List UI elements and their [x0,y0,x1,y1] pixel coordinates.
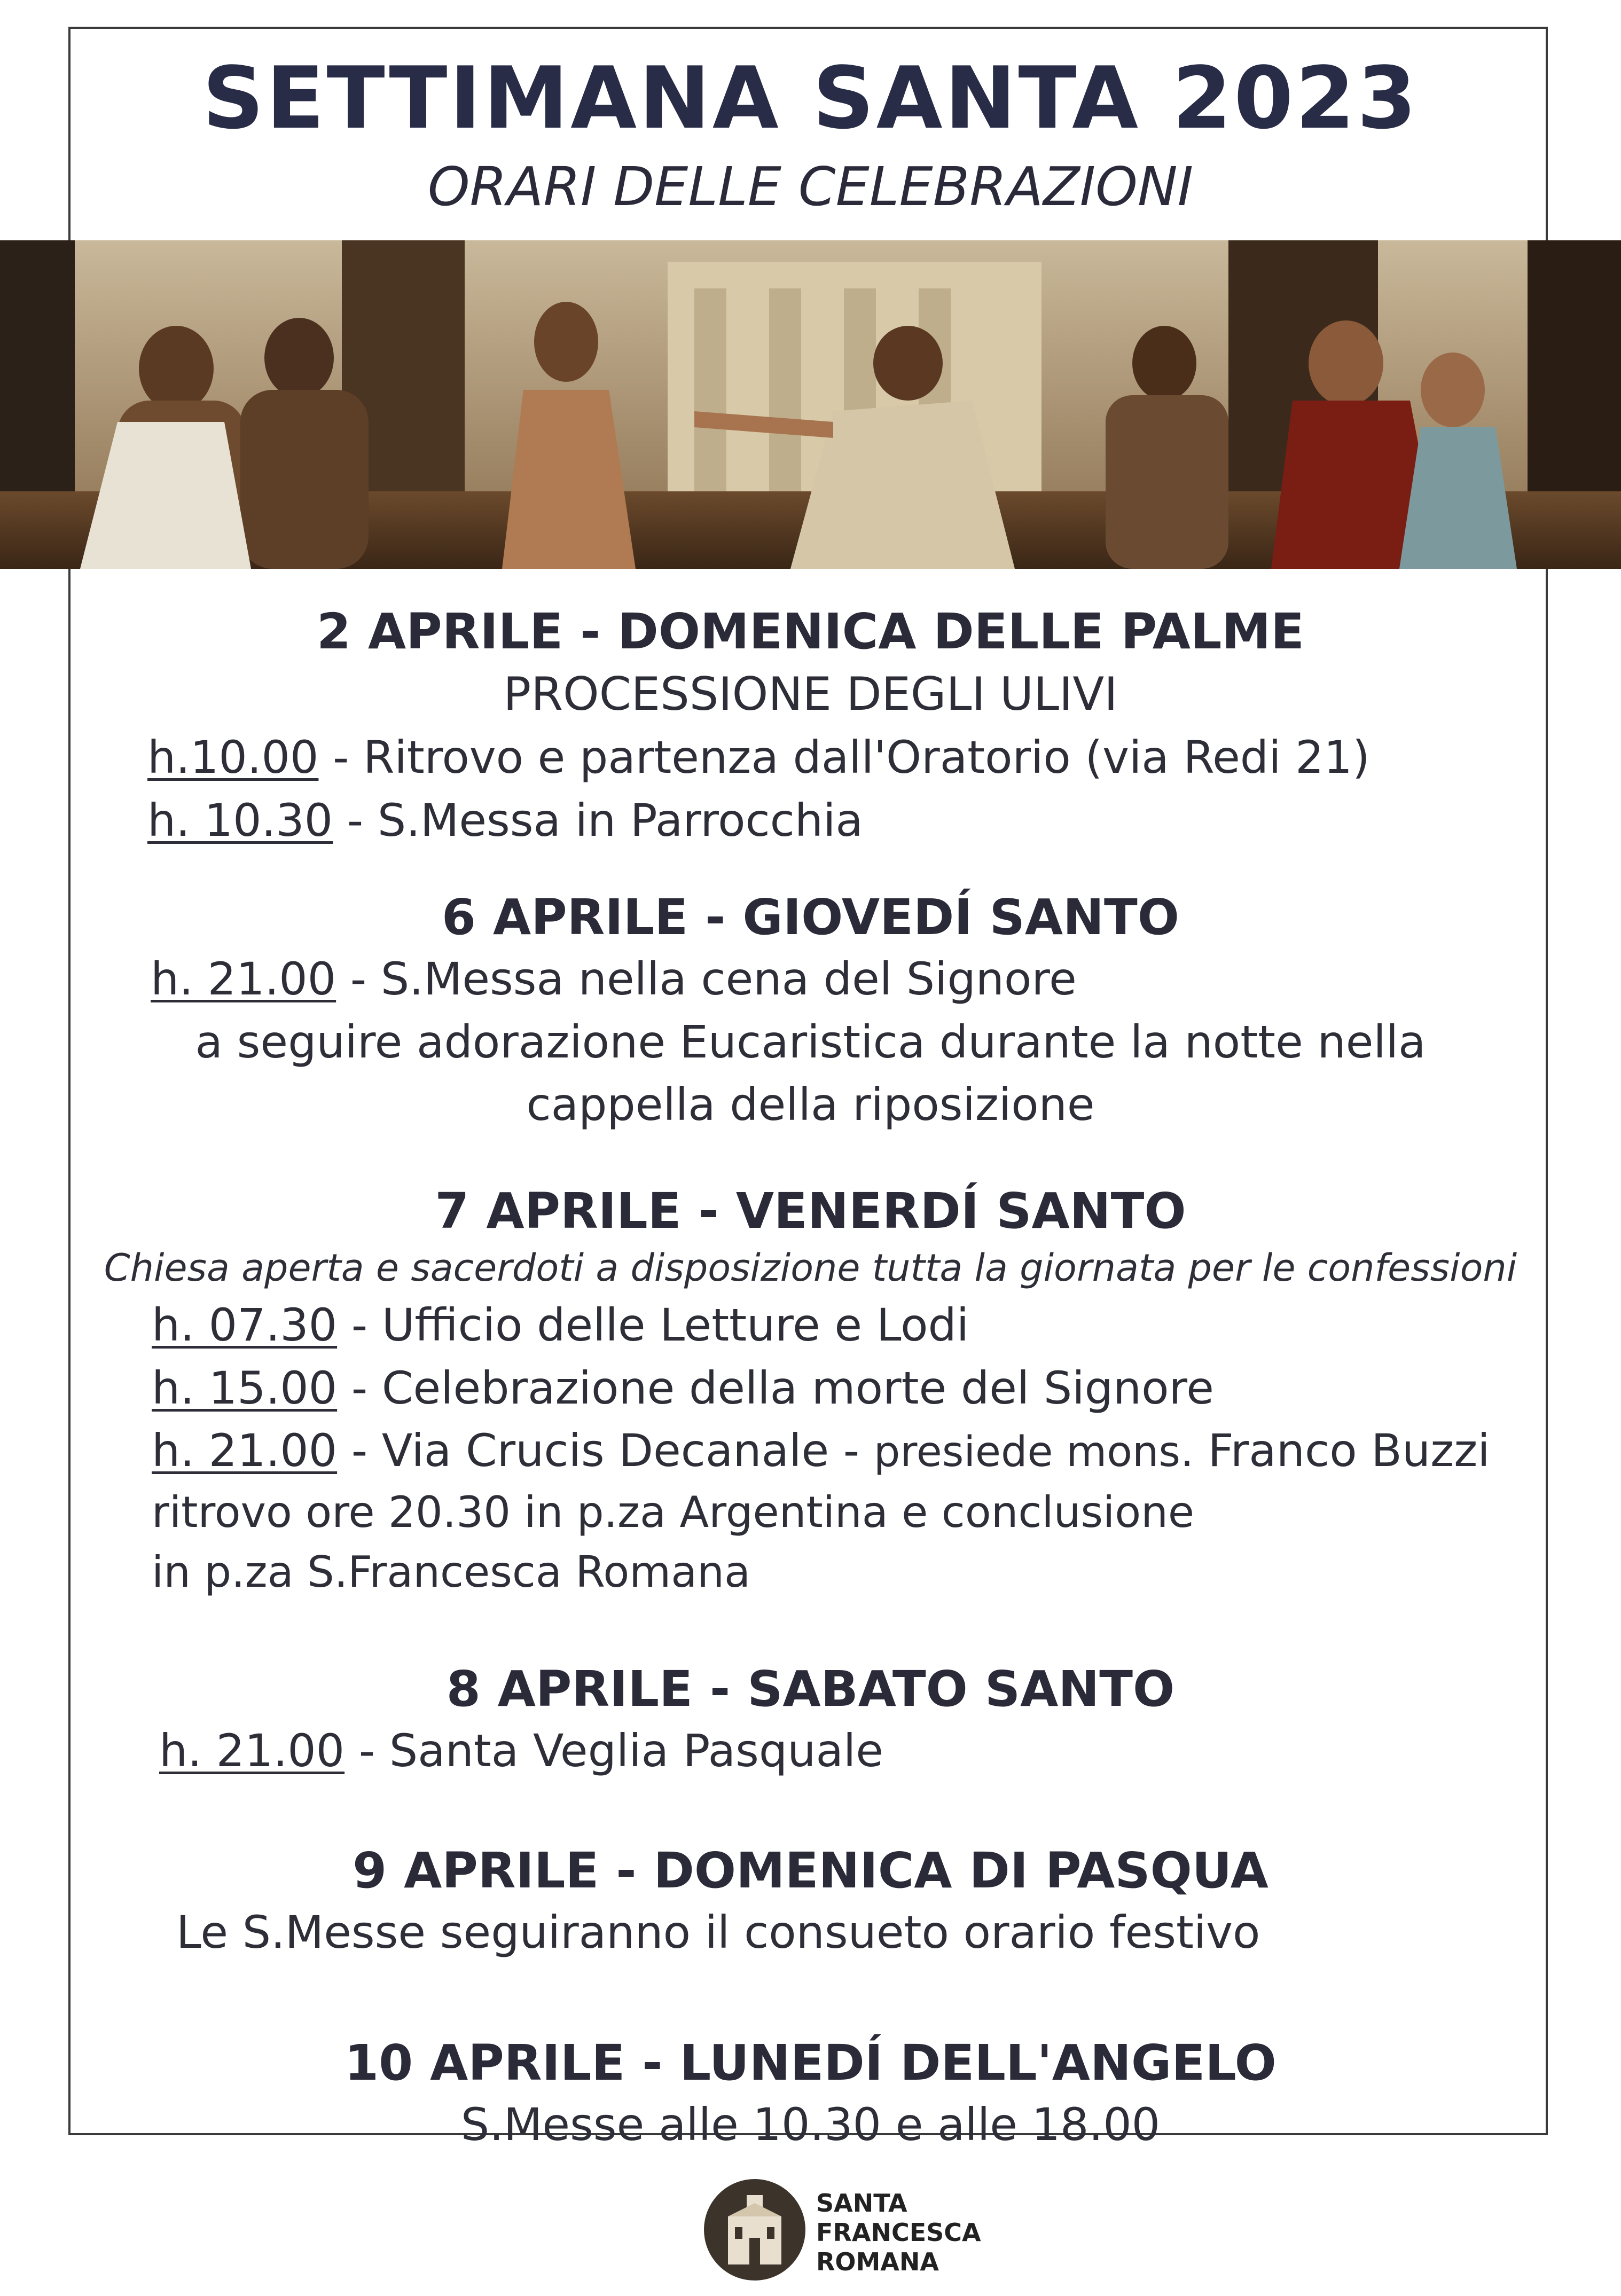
section-giovedi [0,887,1621,1137]
section-extra-line: a seguire adorazione Eucaristica durante la notte nella [195,1015,1426,1068]
schedule-text: - S.Messa in Parrocchia [333,794,863,847]
schedule-item [0,1357,1621,1420]
section-sabato [0,1658,1621,1783]
schedule-text-small: presiede mons. [873,1428,1194,1477]
schedule-time: h. 07.30 [152,1299,338,1351]
schedule-item [0,789,1621,852]
logo-line: FRANCESCA [816,2218,981,2247]
section-heading: 6 APRILE - GIOVEDÍ SANTO [441,889,1180,946]
parish-logo [704,2179,982,2286]
section-heading: 8 APRILE - SABATO SANTO [446,1660,1175,1718]
schedule-item [0,1294,1621,1357]
section-line: S.Messe alle 10.30 e alle 18.00 [460,2098,1161,2151]
section-angelo [0,2032,1621,2157]
schedule-text: - Celebrazione della morte del Signore [337,1361,1214,1414]
section-line: Le S.Messe seguiranno il consueto orario festivo [176,1906,1260,1958]
page-subtitle: ORARI DELLE CELEBRAZIONI [427,155,1194,218]
schedule-item [0,1720,1621,1783]
section-heading: 2 APRILE - DOMENICA DELLE PALME [317,603,1304,660]
banner-painting [0,240,1621,569]
church-icon [704,2179,805,2281]
schedule-time: h. 15.00 [152,1361,338,1414]
section-venerdi [0,1180,1621,1602]
section-note: Chiesa aperta e sacerdoti a disposizione tutta la giornata per le confessioni [104,1246,1517,1290]
painting-illustration [0,240,1621,569]
section-pasqua [0,1840,1621,1964]
section-heading: 10 APRILE - LUNEDÍ DELL'ANGELO [344,2034,1277,2091]
page-title: SETTIMANA SANTA 2023 [202,48,1419,148]
section-heading: 9 APRILE - DOMENICA DI PASQUA [353,1842,1268,1899]
schedule-item [0,726,1621,789]
logo-line: SANTA [816,2189,907,2217]
logo-line: ROMANA [816,2247,939,2277]
section-extra-line: in p.za S.Francesca Romana [152,1547,750,1597]
schedule-time: h. 21.00 [152,1424,338,1477]
section-extra-line: cappella della riposizione [526,1078,1095,1131]
schedule-time: h. 21.00 [151,953,336,1005]
schedule-text: - S.Messa nella cena del Signore [336,953,1077,1005]
schedule-text: - Ritrovo e partenza dall'Oratorio (via Redi 21) [318,731,1370,784]
schedule-text: - Santa Veglia Pasquale [344,1725,883,1777]
schedule-item [0,1420,1621,1483]
schedule-time: h.10.00 [147,731,319,784]
section-palme [0,601,1621,852]
schedule-text-tail: Franco Buzzi [1193,1424,1490,1477]
section-subheading: PROCESSIONE DEGLI ULIVI [503,668,1118,721]
schedule-time: h. 10.30 [147,794,333,847]
schedule-time: h. 21.00 [159,1725,345,1777]
schedule-item [0,948,1621,1011]
section-heading: 7 APRILE - VENERDÍ SANTO [435,1182,1186,1240]
logo-text [816,2189,981,2277]
schedule-text: - Ufficio delle Letture e Lodi [337,1299,969,1351]
section-extra-line: ritrovo ore 20.30 in p.za Argentina e conclusione [152,1487,1195,1537]
schedule-text: - Via Crucis Decanale - [337,1424,874,1477]
